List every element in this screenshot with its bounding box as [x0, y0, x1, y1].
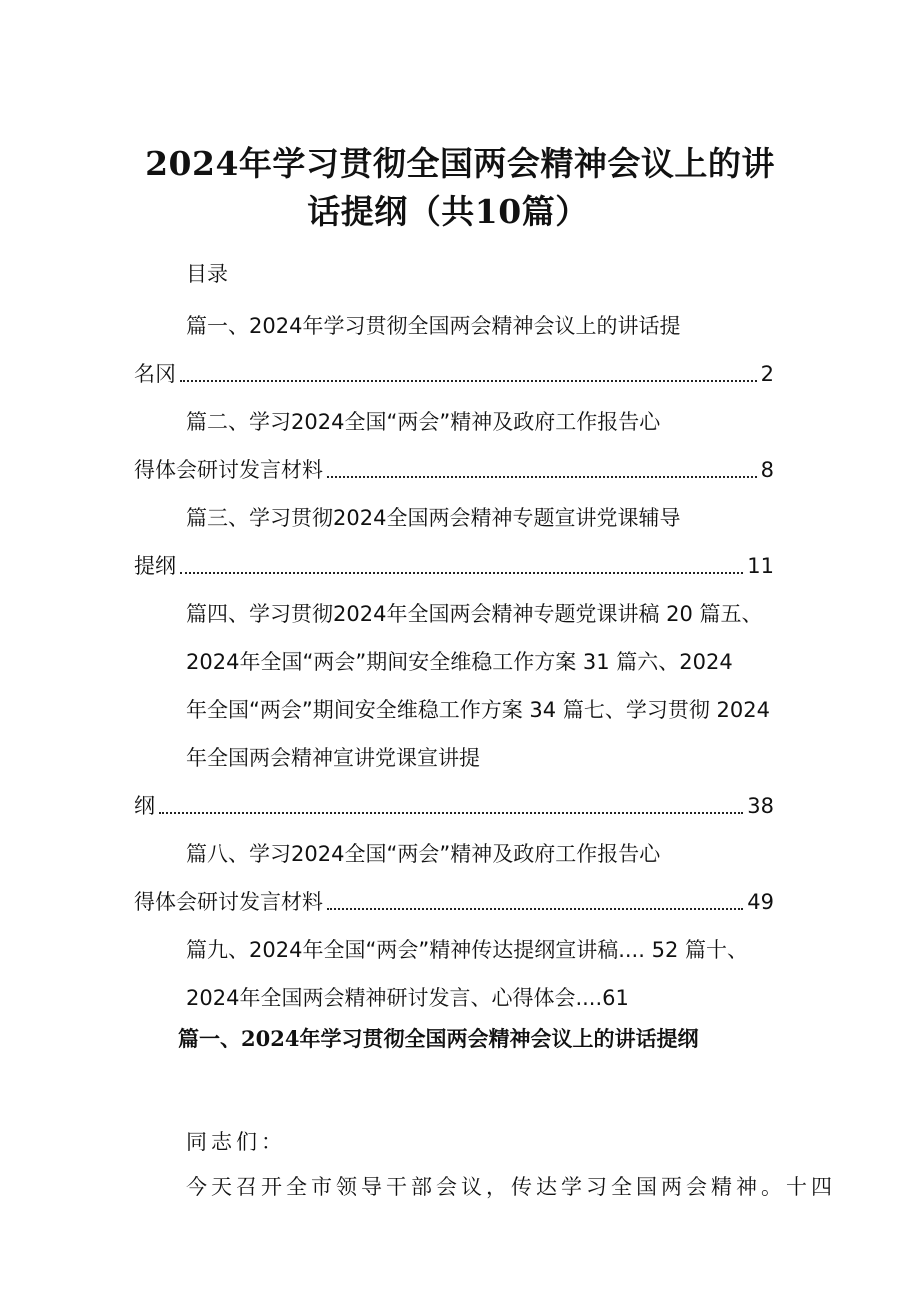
toc-entry-3-page: 11: [747, 554, 774, 578]
toc-entry-8-line-2: [134, 887, 774, 917]
toc-run-line-5: [134, 791, 774, 821]
body-greeting: 同志们：: [186, 1130, 286, 1154]
toc-entry-2-page: 8: [760, 458, 774, 482]
toc-run-line-2: 2024年全国“两会”期间安全维稳工作方案 31 篇六、2024: [186, 650, 733, 674]
toc-entry-10-line-1: 2024年全国两会精神研讨发言、心得体会....61: [186, 986, 629, 1010]
toc-entry-8-text: 得体会研讨发言材料: [134, 890, 323, 914]
toc-entry-1-line-1: 篇一、2024年学习贯彻全国两会精神会议上的讲话提: [186, 314, 681, 338]
toc-entry-3-text: 提纲: [134, 554, 176, 578]
section-heading: 篇一、2024年学习贯彻全国两会精神会议上的讲话提纲: [178, 1026, 699, 1051]
toc-leader-dots: [159, 812, 743, 814]
toc-entry-1-text: 名冈: [134, 362, 176, 386]
toc-run-line-4: 年全国两会精神宣讲党课宣讲提: [186, 746, 480, 770]
document-title-line-2: 话提纲（共10篇）: [307, 192, 589, 231]
toc-entry-1-page: 2: [760, 362, 774, 386]
toc-run-line-3: 年全国“两会”期间安全维稳工作方案 34 篇七、学习贯彻 2024: [186, 698, 770, 722]
toc-entry-3-line-2: [134, 551, 774, 581]
toc-entry-7-page: 38: [747, 794, 774, 818]
toc-run-line-1: 篇四、学习贯彻2024年全国两会精神专题党课讲稿 20 篇五、: [186, 602, 763, 626]
toc-entry-2-line-1: 篇二、学习2024全国“两会”精神及政府工作报告心: [186, 410, 661, 434]
toc-entry-9-line-1: 篇九、2024年全国“两会”精神传达提纲宣讲稿.... 52 篇十、: [186, 938, 748, 962]
toc-entry-8-page: 49: [747, 890, 774, 914]
body-paragraph-1: 今天召开全市领导干部会议，传达学习全国两会精神。十四: [186, 1175, 836, 1199]
toc-leader-dots: [327, 476, 757, 478]
toc-leader-dots: [180, 572, 743, 574]
toc-entry-1-line-2: [134, 359, 774, 389]
toc-entry-2-text: 得体会研讨发言材料: [134, 458, 323, 482]
document-title-line-1: 2024年学习贯彻全国两会精神会议上的讲: [145, 144, 775, 183]
toc-entry-8-line-1: 篇八、学习2024全国“两会”精神及政府工作报告心: [186, 842, 661, 866]
toc-heading: 目录: [186, 262, 228, 286]
toc-leader-dots: [180, 380, 757, 382]
toc-entry-7-text: 纲: [134, 794, 155, 818]
toc-entry-2-line-2: [134, 455, 774, 485]
toc-entry-3-line-1: 篇三、学习贯彻2024全国两会精神专题宣讲党课辅导: [186, 506, 681, 530]
toc-leader-dots: [327, 908, 743, 910]
